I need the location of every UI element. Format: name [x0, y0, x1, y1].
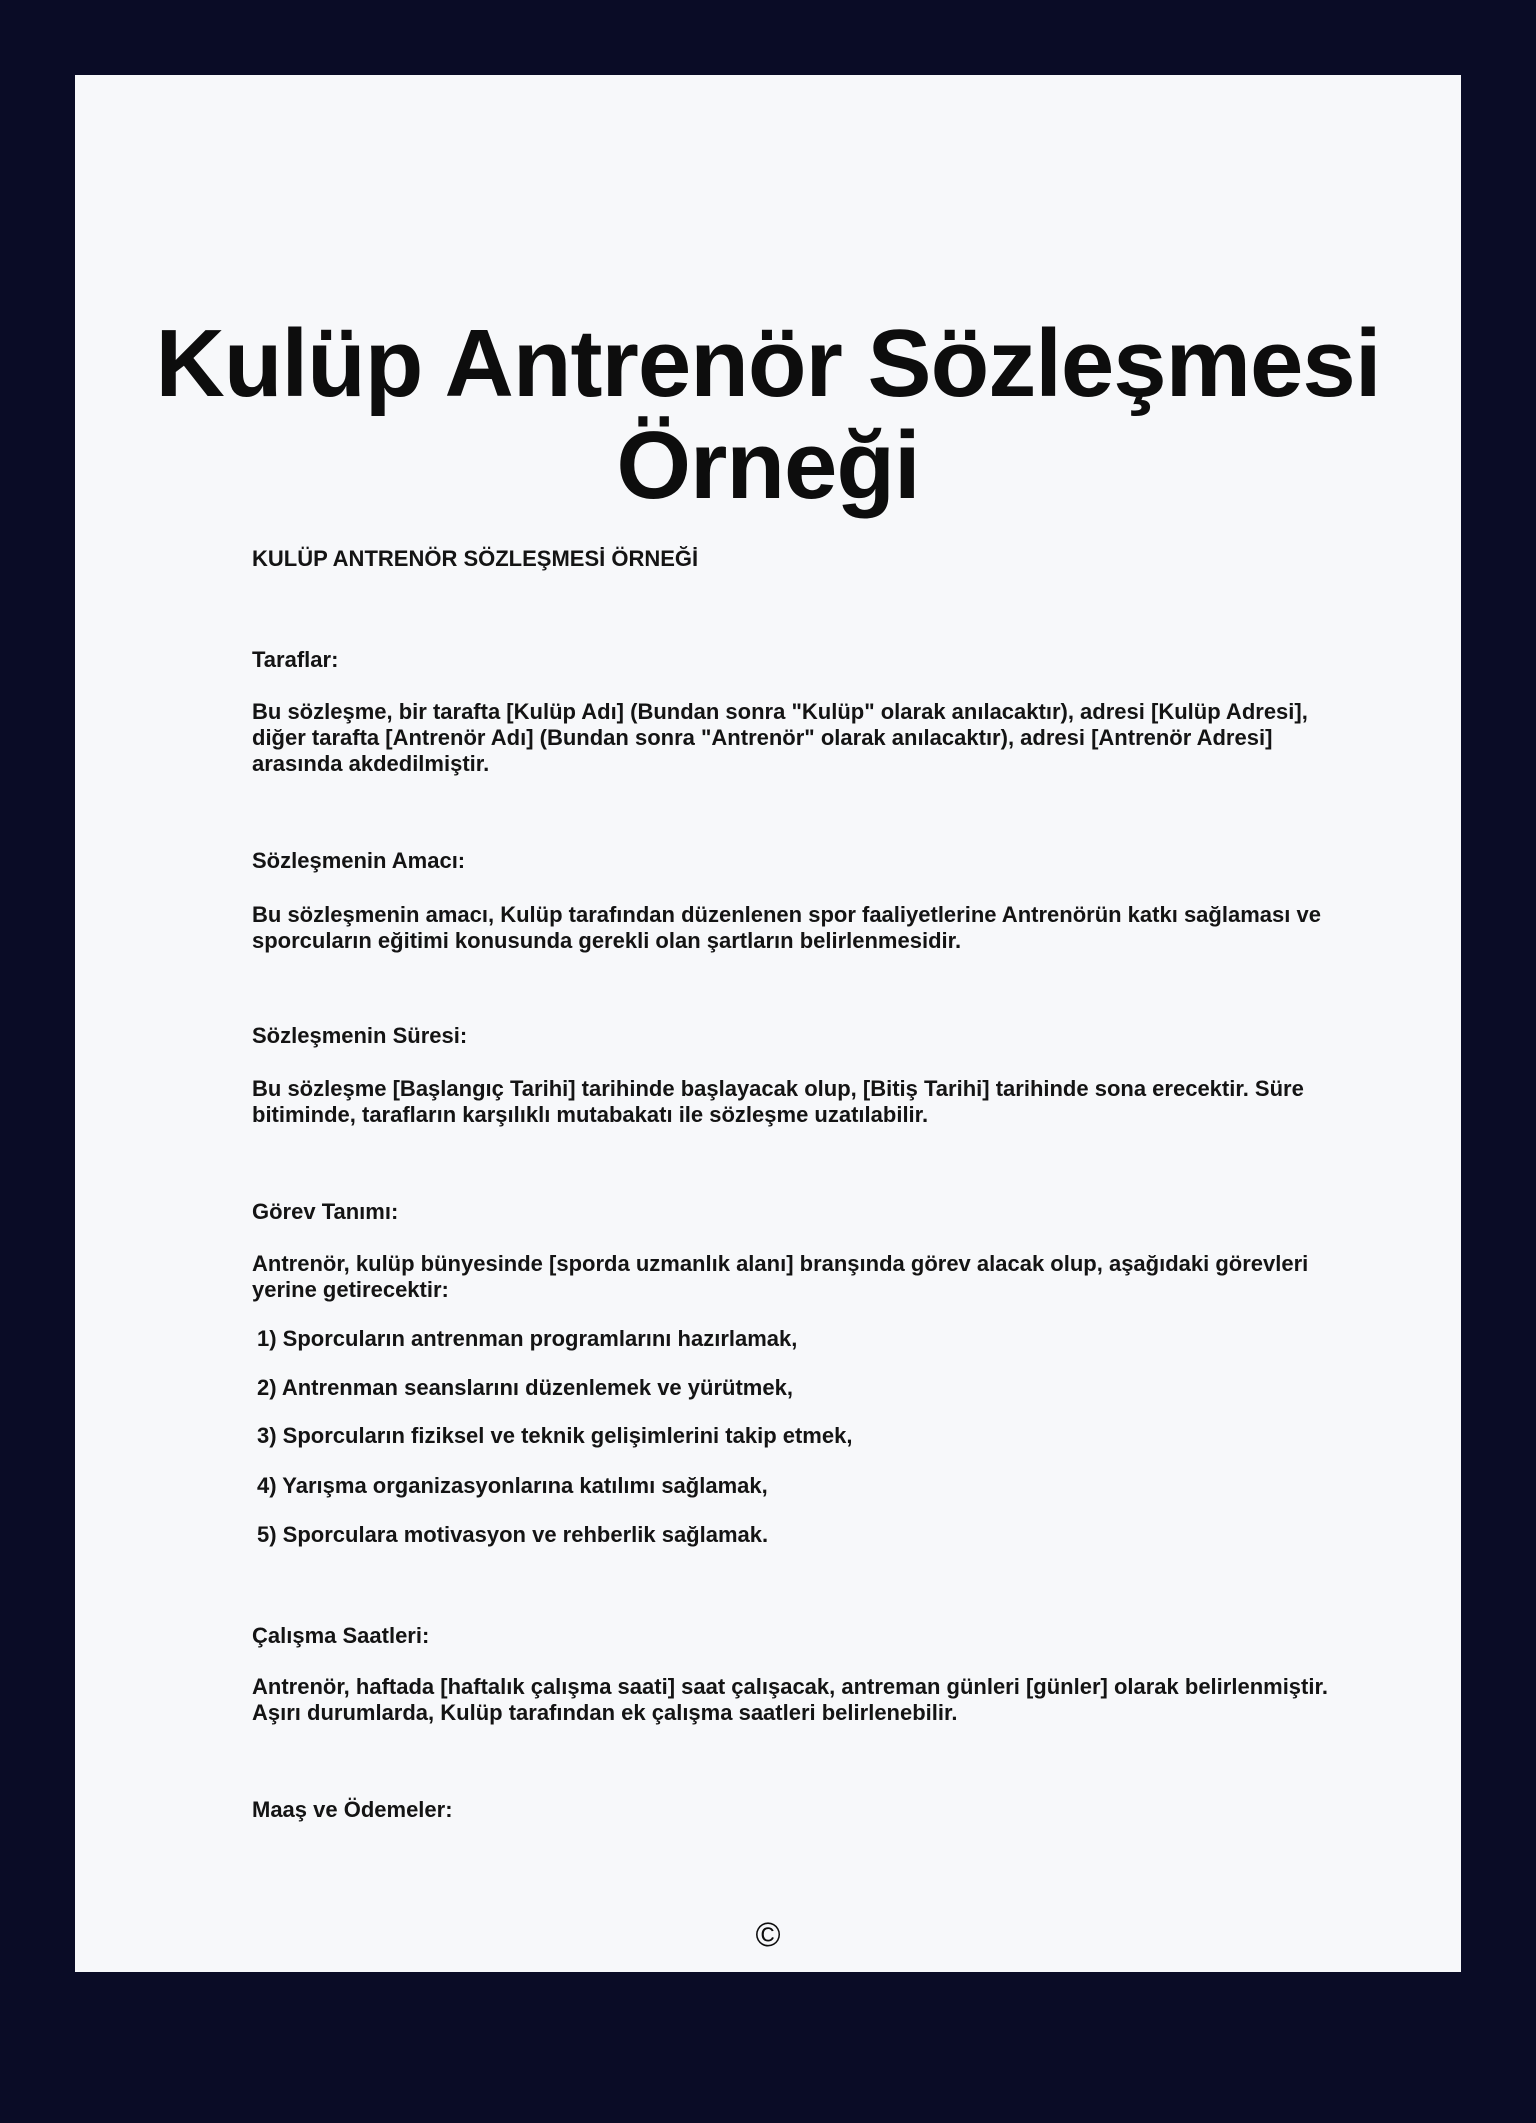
list-item: 5) Sporculara motivasyon ve rehberlik sağlamak.: [257, 1522, 769, 1547]
page-title: Kulüp Antrenör Sözleşmesi Örneği: [155, 310, 1381, 520]
document-heading: KULÜP ANTRENÖR SÖZLEŞMESİ ÖRNEĞİ: [252, 546, 699, 571]
section-paragraph-gorev-tanimi: Antrenör, kulüp bünyesinde [sporda uzmanlık alanı] branşında görev alacak olup, aşağıdaki görevleri yerine getirecektir:: [252, 1251, 1309, 1302]
section-heading-taraflar: Taraflar:: [252, 647, 339, 672]
section-paragraph-taraflar: Bu sözleşme, bir tarafta [Kulüp Adı] (Bundan sonra "Kulüp" olarak anılacaktır), adresi [Kulüp Adresi], diğer tarafta [Antrenör Adı] (Bundan sonra "Antrenör" olarak anılacaktır), adresi [Antrenör Adresi] arasında akdedilmiştir.: [252, 699, 1308, 776]
section-heading-gorev-tanimi: Görev Tanımı:: [252, 1199, 399, 1224]
section-paragraph-amac: Bu sözleşmenin amacı, Kulüp tarafından düzenlenen spor faaliyetlerine Antrenörün katkı sağlaması ve sporcuların eğitimi konusunda gerekli olan şartların belirlenmesidir.: [252, 902, 1321, 953]
copyright-icon: ©: [755, 1916, 781, 1954]
list-item: 2) Antrenman seanslarını düzenlemek ve yürütmek,: [257, 1375, 793, 1400]
document-page: [75, 75, 1461, 1972]
section-heading-amac: Sözleşmenin Amacı:: [252, 848, 466, 873]
list-item: 1) Sporcuların antrenman programlarını hazırlamak,: [257, 1326, 798, 1351]
section-heading-sure: Sözleşmenin Süresi:: [252, 1023, 468, 1048]
list-item: 4) Yarışma organizasyonlarına katılımı sağlamak,: [257, 1473, 768, 1498]
section-heading-calisma-saatleri: Çalışma Saatleri:: [252, 1623, 430, 1648]
section-heading-maas-ve-odemeler: Maaş ve Ödemeler:: [252, 1797, 453, 1822]
section-paragraph-calisma-saatleri: Antrenör, haftada [haftalık çalışma saati] saat çalışacak, antreman günleri [günler] olarak belirlenmiştir. Aşırı durumlarda, Kulüp tarafından ek çalışma saatleri belirlenebilir.: [252, 1674, 1328, 1725]
section-paragraph-sure: Bu sözleşme [Başlangıç Tarihi] tarihinde başlayacak olup, [Bitiş Tarihi] tarihinde sona erecektir. Süre bitiminde, tarafların karşılıklı mutabakatı ile sözleşme uzatılabilir.: [252, 1076, 1304, 1127]
list-item: 3) Sporcuların fiziksel ve teknik gelişimlerini takip etmek,: [257, 1423, 853, 1448]
